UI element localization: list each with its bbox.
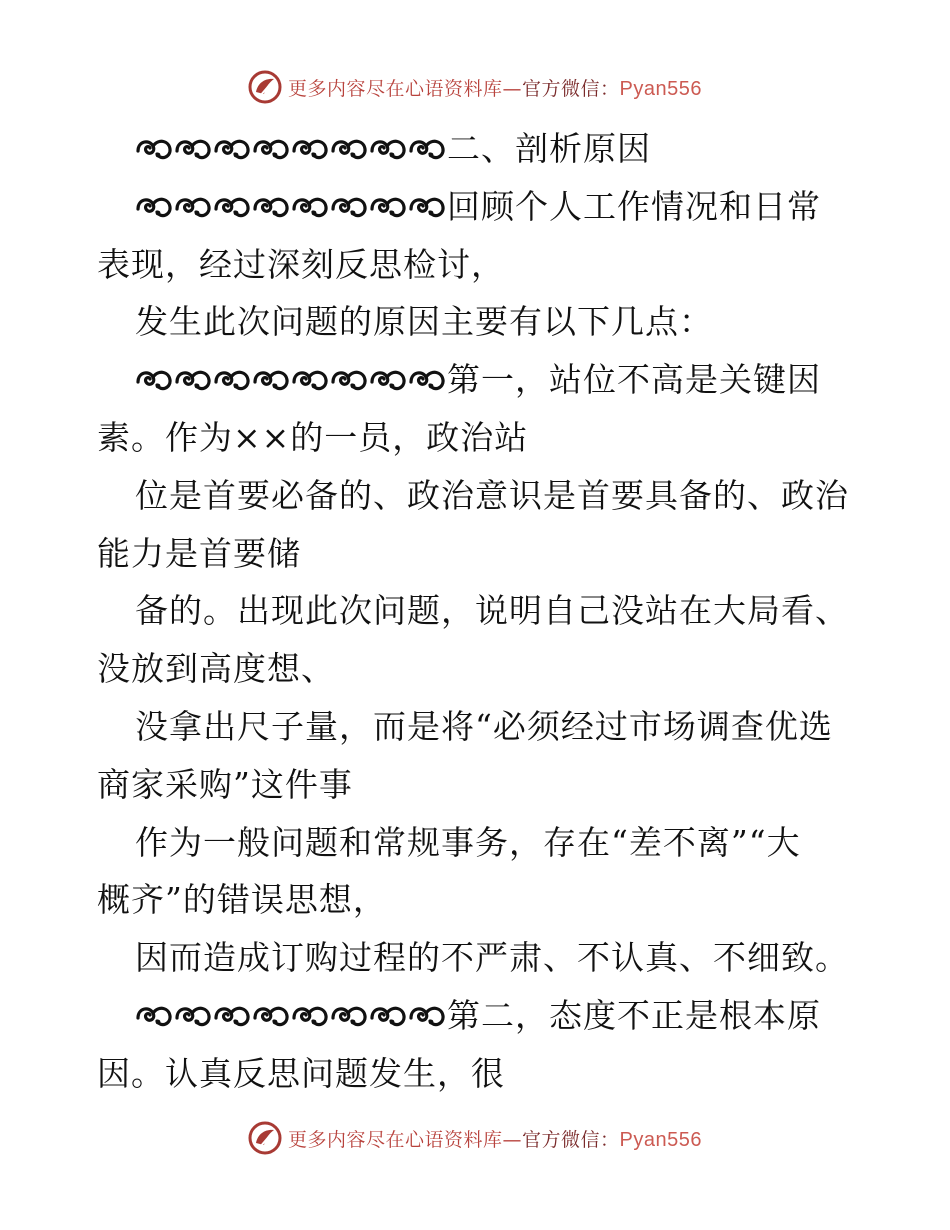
body-line: 因而造成订购过程的不严肃、不认真、不细致。 xyxy=(135,938,849,978)
body-line: 位是首要必备的、政治意识是首要具备的、政治 xyxy=(135,475,849,515)
body-line: 商家采购”这件事 xyxy=(97,764,353,804)
body-line: 概齐”的错误思想， xyxy=(97,880,387,920)
banner-wechat-id: Pyan556 xyxy=(619,1128,702,1151)
body-line: 没放到高度想、 xyxy=(97,649,335,689)
banner-dash: — xyxy=(502,1128,523,1151)
quill-logo-icon xyxy=(248,1121,282,1155)
body-line: 备的。出现此次问题，说明自己没站在大局看、 xyxy=(135,591,849,631)
body-line: 因。认真反思问题发生，很 xyxy=(97,1053,505,1093)
body-line: 能力是首要储 xyxy=(97,533,301,573)
body-text: 第二，态度不正是根本原 xyxy=(447,995,821,1035)
body-line xyxy=(97,120,857,178)
ornament-swirls-icon xyxy=(135,1002,447,1032)
footer-banner-text xyxy=(288,1125,702,1152)
banner-dash: — xyxy=(502,77,523,100)
document-body xyxy=(97,120,857,1103)
body-line: 素。作为××的一员，政治站 xyxy=(97,417,529,457)
header-banner xyxy=(0,70,950,104)
body-line: 发生此次问题的原因主要有以下几点： xyxy=(135,302,713,342)
banner-main-text: 更多内容尽在心语资料库 xyxy=(288,77,503,100)
body-text: 回顾个人工作情况和日常 xyxy=(447,186,821,226)
footer-banner xyxy=(0,1121,950,1155)
body-line: 表现，经过深刻反思检讨， xyxy=(97,244,505,284)
body-line: 没拿出尺子量，而是将“必须经过市场调查优选 xyxy=(135,706,833,746)
ornament-swirls-icon xyxy=(135,193,447,223)
ornament-swirls-icon xyxy=(135,135,447,165)
body-line: 作为一般问题和常规事务，存在“差不离”“大 xyxy=(135,822,801,862)
quill-logo-icon xyxy=(248,70,282,104)
body-line xyxy=(97,178,857,236)
body-line xyxy=(97,987,857,1045)
body-line xyxy=(97,351,857,409)
body-text: 第一，站位不高是关键因 xyxy=(447,360,821,400)
banner-wechat-id: Pyan556 xyxy=(619,77,702,100)
section-heading: 二、剖析原因 xyxy=(447,129,651,168)
banner-main-text: 更多内容尽在心语资料库 xyxy=(288,1128,503,1151)
banner-wechat-label: 官方微信： xyxy=(522,1128,620,1151)
ornament-swirls-icon xyxy=(135,366,447,396)
header-banner-text xyxy=(288,74,702,101)
banner-wechat-label: 官方微信： xyxy=(522,77,620,100)
